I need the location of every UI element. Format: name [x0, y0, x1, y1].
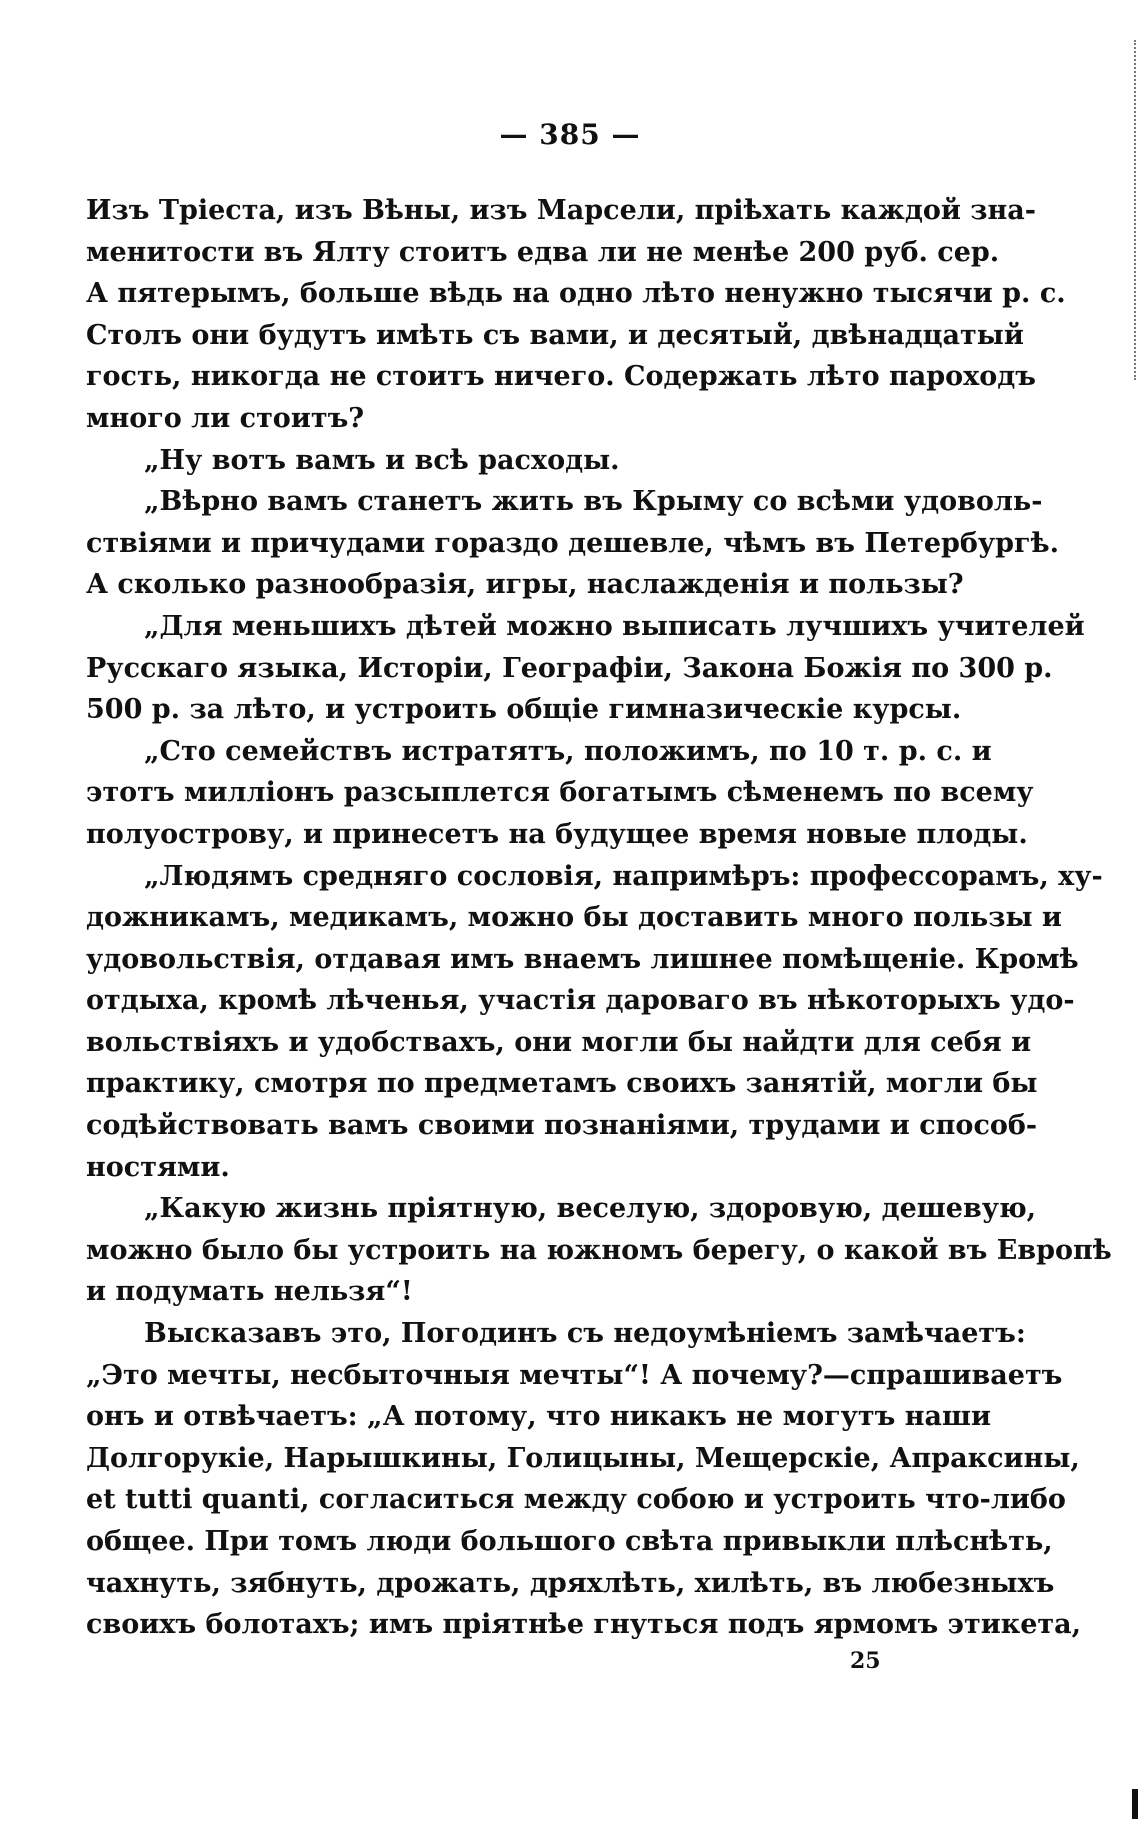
text-line: общее. При томъ люди большого свѣта привыкли плѣснѣть,: [86, 1526, 1053, 1557]
text-line: этотъ милліонъ разсыплется богатымъ сѣменемъ по всему: [86, 777, 1034, 809]
text-line: и подумать нельзя“!: [86, 1276, 413, 1308]
text-line: Высказавъ это, Погодинъ съ недоумѣніемъ замѣчаетъ:: [144, 1318, 1026, 1350]
text-line: „Какую жизнь пріятную, веселую, здоровую, дешевую,: [144, 1193, 1037, 1225]
text-line: „Это мечты, несбыточныя мечты“! А почему?—спрашиваетъ: [86, 1359, 1063, 1391]
text-line: своихъ болотахъ; имъ пріятнѣе гнуться подъ ярмомъ этикета,: [86, 1609, 1082, 1641]
text-line: „Людямъ средняго сословія, напримѣръ: профессорамъ, ху-: [144, 860, 1103, 892]
text-line: А пятерымъ, больше вѣдь на одно лѣто ненужно тысячи р. с.: [86, 278, 1066, 310]
text-line: ствіями и причудами гораздо дешевле, чѣмъ въ Петербургѣ.: [86, 527, 1059, 559]
text-line: онъ и отвѣчаетъ: „А потому, что никакъ не могутъ наши: [86, 1401, 992, 1433]
text-line: отдыха, кромѣ лѣченья, участія дароваго въ нѣкоторыхъ удо-: [86, 985, 1075, 1017]
text-line: гость, никогда не стоитъ ничего. Содержать лѣто пароходъ: [86, 361, 1036, 393]
text-line: Изъ Тріеста, изъ Вѣны, изъ Марсели, пріѣхать каждой зна-: [86, 195, 1036, 226]
text-line: Русскаго языка, Исторіи, Географіи, Закона Божія по 300 р.: [86, 652, 1053, 684]
text-line: „Сто семействъ истратятъ, положимъ, по 10 т. р. с. и: [144, 735, 992, 767]
text-line: практику, смотря по предметамъ своихъ занятій, могли бы: [86, 1068, 1038, 1100]
body-text: [86, 190, 1112, 1646]
text-line: много ли стоитъ?: [86, 402, 365, 434]
text-line: чахнуть, зябнуть, дрожать, дряхлѣть, хилѣть, въ любезныхъ: [86, 1567, 1055, 1599]
scan-edge-specks: [1126, 40, 1136, 380]
scan-edge-mark: [1132, 1789, 1138, 1819]
text-line: дожникамъ, медикамъ, можно бы доставить много пользы и: [86, 902, 1062, 934]
text-line: удовольствія, отдавая имъ внаемъ лишнее помѣщеніе. Кромѣ: [86, 943, 1079, 975]
text-line: „Для меньшихъ дѣтей можно выписать лучшихъ учителей: [144, 610, 1085, 642]
text-line: 500 р. за лѣто, и устроить общіе гимназическіе курсы.: [86, 694, 962, 726]
text-line: содѣйствовать вамъ своими познаніями, трудами и способ-: [86, 1110, 1038, 1142]
text-line: А сколько разнообразія, игры, наслажденія и пользы?: [86, 569, 964, 601]
text-line: ностями.: [86, 1151, 230, 1183]
page-number: — 385 —: [499, 118, 641, 151]
text-line: „Вѣрно вамъ станетъ жить въ Крыму со всѣми удоволь-: [144, 486, 1043, 518]
text-line: вольствіяхъ и удобствахъ, они могли бы найдти для себя и: [86, 1026, 1032, 1058]
signature-mark: 25: [850, 1648, 881, 1674]
text-line: Столъ они будутъ имѣть съ вами, и десятый, двѣнадцатый: [86, 319, 1024, 351]
text-line: et tutti quanti, согласиться между собою и устроить что-либо: [86, 1484, 1066, 1516]
text-line: полуострову, и принесетъ на будущее время новые плоды.: [86, 818, 1028, 850]
text-line: Долгорукіе, Нарышкины, Голицыны, Мещерскіе, Апраксины,: [86, 1442, 1080, 1474]
text-line: можно было бы устроить на южномъ берегу, о какой въ Европѣ: [86, 1234, 1112, 1266]
text-line: „Ну вотъ вамъ и всѣ расходы.: [144, 444, 620, 476]
text-line: менитости въ Ялту стоитъ едва ли не менѣе 200 руб. сер.: [86, 236, 1000, 268]
